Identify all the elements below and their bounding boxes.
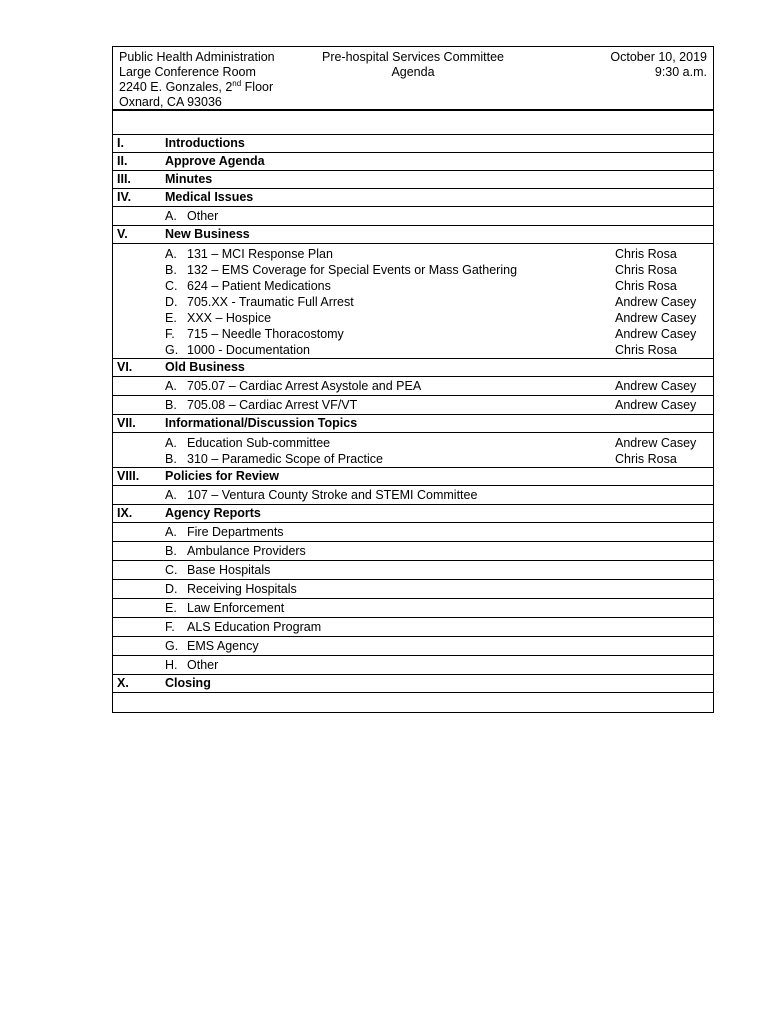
agenda-item bbox=[113, 451, 713, 467]
agenda-section bbox=[113, 468, 713, 486]
agenda-section bbox=[113, 415, 713, 433]
item-letter: C. bbox=[165, 279, 178, 293]
agenda-section bbox=[113, 135, 713, 153]
section-title: Old Business bbox=[165, 360, 245, 374]
floor-text: Floor bbox=[241, 80, 274, 94]
item-description: XXX – Hospice bbox=[187, 311, 272, 325]
item-presenter: Andrew Casey bbox=[615, 379, 697, 393]
agenda-section bbox=[113, 505, 713, 523]
item-presenter: Chris Rosa bbox=[615, 279, 677, 293]
item-text bbox=[165, 525, 615, 540]
item-presenter: Chris Rosa bbox=[615, 247, 677, 261]
agenda-table bbox=[112, 111, 714, 713]
item-letter: A. bbox=[165, 436, 177, 450]
item-letter: B. bbox=[165, 263, 177, 277]
item-description: Other bbox=[187, 209, 219, 223]
item-indent bbox=[113, 262, 165, 278]
item-text bbox=[165, 310, 615, 326]
section-number: IV. bbox=[117, 190, 132, 204]
item-description: Law Enforcement bbox=[187, 601, 285, 615]
item-letter: F. bbox=[165, 620, 175, 634]
item-text bbox=[165, 398, 615, 413]
agenda-document bbox=[112, 46, 714, 713]
item-text bbox=[165, 544, 615, 559]
item-letter: D. bbox=[165, 582, 178, 596]
item-letter: A. bbox=[165, 209, 177, 223]
location-line: Large Conference Room bbox=[119, 65, 256, 79]
meeting-datetime bbox=[610, 50, 707, 80]
item-text bbox=[165, 262, 615, 278]
item-text bbox=[165, 488, 615, 503]
item-description: 107 – Ventura County Stroke and STEMI Committee bbox=[187, 488, 478, 502]
item-presenter: Chris Rosa bbox=[615, 343, 677, 357]
section-number: II. bbox=[117, 154, 128, 168]
item-letter: E. bbox=[165, 601, 177, 615]
section-number: VII. bbox=[117, 416, 136, 430]
item-indent bbox=[113, 451, 165, 467]
item-indent bbox=[113, 294, 165, 310]
location-line: Public Health Administration bbox=[119, 50, 275, 64]
item-description: 131 – MCI Response Plan bbox=[187, 247, 333, 261]
blank-row bbox=[113, 111, 713, 135]
item-text bbox=[165, 294, 615, 310]
item-letter: F. bbox=[165, 327, 175, 341]
item-letter: B. bbox=[165, 544, 177, 558]
agenda-item-group bbox=[113, 433, 713, 468]
item-description: 1000 - Documentation bbox=[187, 343, 310, 357]
item-letter: A. bbox=[165, 379, 177, 393]
item-indent bbox=[113, 246, 165, 262]
item-text bbox=[165, 342, 615, 358]
item-letter: A. bbox=[165, 247, 177, 261]
location-line: Oxnard, CA 93036 bbox=[119, 95, 222, 109]
item-letter: A. bbox=[165, 525, 177, 539]
agenda-item bbox=[113, 396, 713, 415]
agenda-item bbox=[113, 618, 713, 637]
section-title: Minutes bbox=[165, 172, 213, 186]
item-letter: C. bbox=[165, 563, 178, 577]
item-letter: B. bbox=[165, 398, 177, 412]
item-description: ALS Education Program bbox=[187, 620, 322, 634]
item-text bbox=[165, 246, 615, 262]
item-presenter: Andrew Casey bbox=[615, 436, 697, 450]
section-title: Approve Agenda bbox=[165, 154, 265, 168]
item-presenter: Chris Rosa bbox=[615, 263, 677, 277]
item-indent bbox=[113, 278, 165, 294]
ordinal-suffix: nd bbox=[232, 78, 242, 88]
item-description: 310 – Paramedic Scope of Practice bbox=[187, 452, 383, 466]
agenda-item bbox=[113, 486, 713, 505]
section-title: Medical Issues bbox=[165, 190, 254, 204]
section-title: Introductions bbox=[165, 136, 245, 150]
item-description: 624 – Patient Medications bbox=[187, 279, 331, 293]
agenda-item bbox=[113, 656, 713, 675]
item-presenter: Andrew Casey bbox=[615, 295, 697, 309]
agenda-section bbox=[113, 171, 713, 189]
agenda-item bbox=[113, 207, 713, 226]
agenda-item bbox=[113, 310, 713, 326]
item-text bbox=[165, 379, 615, 394]
location-line bbox=[119, 80, 275, 95]
agenda-item bbox=[113, 262, 713, 278]
section-title: Agency Reports bbox=[165, 506, 261, 520]
item-text bbox=[165, 209, 615, 224]
item-letter: G. bbox=[165, 639, 179, 653]
agenda-item-group bbox=[113, 244, 713, 359]
agenda-item bbox=[113, 342, 713, 358]
item-presenter: Chris Rosa bbox=[615, 452, 677, 466]
item-presenter: Andrew Casey bbox=[615, 311, 697, 325]
agenda-item bbox=[113, 580, 713, 599]
item-description: Education Sub-committee bbox=[187, 436, 331, 450]
agenda-item bbox=[113, 278, 713, 294]
item-indent bbox=[113, 435, 165, 451]
section-title: Policies for Review bbox=[165, 469, 279, 483]
agenda-item bbox=[113, 523, 713, 542]
section-number: I. bbox=[117, 136, 124, 150]
item-text bbox=[165, 451, 615, 467]
section-title: Closing bbox=[165, 676, 211, 690]
section-title: New Business bbox=[165, 227, 250, 241]
item-description: Fire Departments bbox=[187, 525, 284, 539]
agenda-item bbox=[113, 599, 713, 618]
agenda-section bbox=[113, 359, 713, 377]
item-description: EMS Agency bbox=[187, 639, 259, 653]
item-text bbox=[165, 563, 615, 578]
item-description: Receiving Hospitals bbox=[187, 582, 297, 596]
agenda-item bbox=[113, 561, 713, 580]
agenda-item bbox=[113, 294, 713, 310]
meeting-time: 9:30 a.m. bbox=[654, 65, 707, 79]
section-number: X. bbox=[117, 676, 129, 690]
agenda-item bbox=[113, 542, 713, 561]
section-number: IX. bbox=[117, 506, 133, 520]
agenda-section bbox=[113, 226, 713, 244]
agenda-item bbox=[113, 435, 713, 451]
item-text bbox=[165, 639, 615, 654]
item-letter: D. bbox=[165, 295, 178, 309]
item-text bbox=[165, 435, 615, 451]
item-text bbox=[165, 658, 615, 673]
item-text bbox=[165, 582, 615, 597]
item-description: 132 – EMS Coverage for Special Events or Mass Gathering bbox=[187, 263, 518, 277]
item-indent bbox=[113, 342, 165, 358]
section-number: III. bbox=[117, 172, 131, 186]
item-description: Other bbox=[187, 658, 219, 672]
item-description: 705.08 – Cardiac Arrest VF/VT bbox=[187, 398, 358, 412]
document-type: Agenda bbox=[391, 65, 435, 79]
agenda-item bbox=[113, 637, 713, 656]
item-letter: H. bbox=[165, 658, 178, 672]
item-description: Ambulance Providers bbox=[187, 544, 306, 558]
section-number: V. bbox=[117, 227, 128, 241]
item-indent bbox=[113, 326, 165, 342]
section-number: VI. bbox=[117, 360, 133, 374]
section-number: VIII. bbox=[117, 469, 140, 483]
item-indent bbox=[113, 310, 165, 326]
meeting-date: October 10, 2019 bbox=[610, 50, 707, 64]
item-presenter: Andrew Casey bbox=[615, 327, 697, 341]
item-letter: A. bbox=[165, 488, 177, 502]
item-letter: G. bbox=[165, 343, 179, 357]
committee-name: Pre-hospital Services Committee bbox=[321, 50, 504, 64]
agenda-section bbox=[113, 675, 713, 693]
agenda-item bbox=[113, 326, 713, 342]
item-text bbox=[165, 326, 615, 342]
blank-row bbox=[113, 693, 713, 713]
item-presenter: Andrew Casey bbox=[615, 398, 697, 412]
item-description: 715 – Needle Thoracostomy bbox=[187, 327, 344, 341]
item-letter: B. bbox=[165, 452, 177, 466]
item-text bbox=[165, 601, 615, 616]
item-text bbox=[165, 620, 615, 635]
item-description: 705.07 – Cardiac Arrest Asystole and PEA bbox=[187, 379, 422, 393]
item-letter: E. bbox=[165, 311, 177, 325]
agenda-item bbox=[113, 246, 713, 262]
agenda-section bbox=[113, 153, 713, 171]
agenda-header bbox=[112, 46, 714, 111]
item-description: Base Hospitals bbox=[187, 563, 271, 577]
section-title: Informational/Discussion Topics bbox=[165, 416, 358, 430]
item-text bbox=[165, 278, 615, 294]
agenda-section bbox=[113, 189, 713, 207]
address-text: 2240 E. Gonzales, 2 bbox=[119, 80, 233, 94]
item-description: 705.XX - Traumatic Full Arrest bbox=[187, 295, 354, 309]
agenda-item bbox=[113, 377, 713, 396]
